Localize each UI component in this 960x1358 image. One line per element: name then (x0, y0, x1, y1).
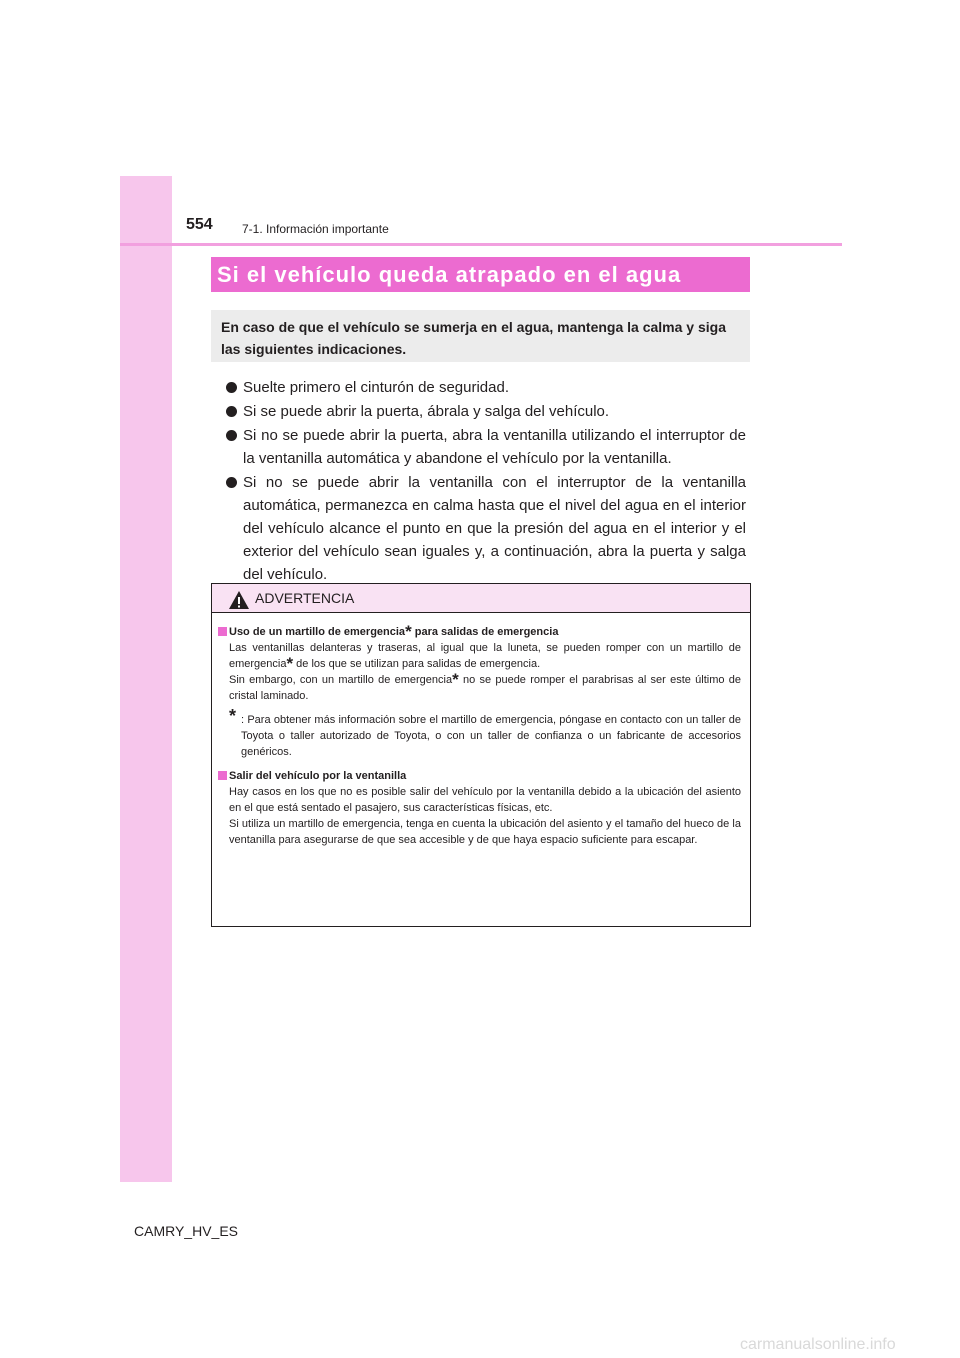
warning-triangle-icon (228, 590, 250, 610)
bullet-list (226, 376, 746, 587)
section-title: 7-1. Información importante (242, 222, 389, 236)
warning-paragraph: Si utiliza un martillo de emergencia, tenga en cuenta la ubicación del asiento y el tamaño del hueco de la ventanilla para asegurarse de que sea accesible y de que haya espacio suficiente para escapar. (229, 818, 741, 846)
warning-heading-hammer: Uso de un martillo de emergencia* para salidas de emergencia (212, 624, 750, 640)
asterisk-mark: * (405, 622, 412, 641)
warning-box (211, 583, 751, 927)
bullet-dot-icon (226, 406, 237, 417)
intro-text: En caso de que el vehículo se sumerja en el agua, mantenga la calma y siga las siguientes indicaciones. (221, 319, 726, 357)
asterisk-mark: * (286, 654, 294, 673)
side-color-band (120, 176, 172, 1182)
square-bullet-icon (218, 627, 227, 636)
document-code: CAMRY_HV_ES (134, 1223, 239, 1239)
bullet-text: Si no se puede abrir la puerta, abra la ventanilla utilizando el interruptor de la ventanilla automática y abandone el vehículo por la ventanilla. (243, 427, 746, 467)
header-rule (120, 243, 842, 246)
intro-box (211, 310, 750, 362)
bullet-text: Si no se puede abrir la ventanilla con el interruptor de la ventanilla automática, permanezca en calma hasta que el nivel del agua en el interior del vehículo alcance el punto en que la presión del agua en el interior y el exterior del vehículo sean iguales y, a continuación, abra la puerta y salga del vehículo. (243, 474, 746, 583)
bullet-dot-icon (226, 430, 237, 441)
bullet-item (226, 471, 746, 586)
bullet-dot-icon (226, 477, 237, 488)
square-bullet-icon (218, 771, 227, 780)
bullet-item (226, 424, 746, 470)
bullet-text: Si se puede abrir la puerta, ábrala y salga del vehículo. (243, 403, 610, 420)
page-title: Si el vehículo queda atrapado en el agua (217, 262, 682, 287)
title-bar (211, 257, 750, 292)
warning-paragraph: Las ventanillas delanteras y traseras, al igual que la luneta, se pueden romper con un martillo de emergencia* de los que se utilizan para salidas de emergencia. (229, 642, 741, 673)
bullet-dot-icon (226, 382, 237, 393)
bullet-text: Suelte primero el cinturón de seguridad. (243, 379, 509, 396)
warning-paragraph: Sin embargo, con un martillo de emergencia* no se puede romper el parabrisas al ser este último de cristal laminado. (229, 670, 741, 702)
warning-body (212, 624, 750, 848)
asterisk-mark: * (452, 670, 459, 689)
bullet-item (226, 376, 746, 399)
page-number: 554 (186, 216, 213, 233)
bullet-item (226, 400, 746, 423)
watermark: carmanualsonline.info (740, 1336, 896, 1353)
warning-footnote: * : Para obtener más información sobre el martillo de emergencia, póngase en contacto con un taller de Toyota o taller autorizado de Toyota, o con un taller de confianza o un fabricante de accesorios genéricos. (229, 706, 741, 758)
asterisk-mark: * (229, 706, 237, 726)
warning-label: ADVERTENCIA (255, 590, 355, 606)
warning-header (212, 584, 750, 613)
warning-heading-window: Salir del vehículo por la ventanilla (212, 768, 750, 784)
warning-paragraph: Hay casos en los que no es posible salir del vehículo por la ventanilla debido a la ubicación del asiento en el que está sentado el pasajero, sus características físicas, etc. (229, 786, 741, 814)
